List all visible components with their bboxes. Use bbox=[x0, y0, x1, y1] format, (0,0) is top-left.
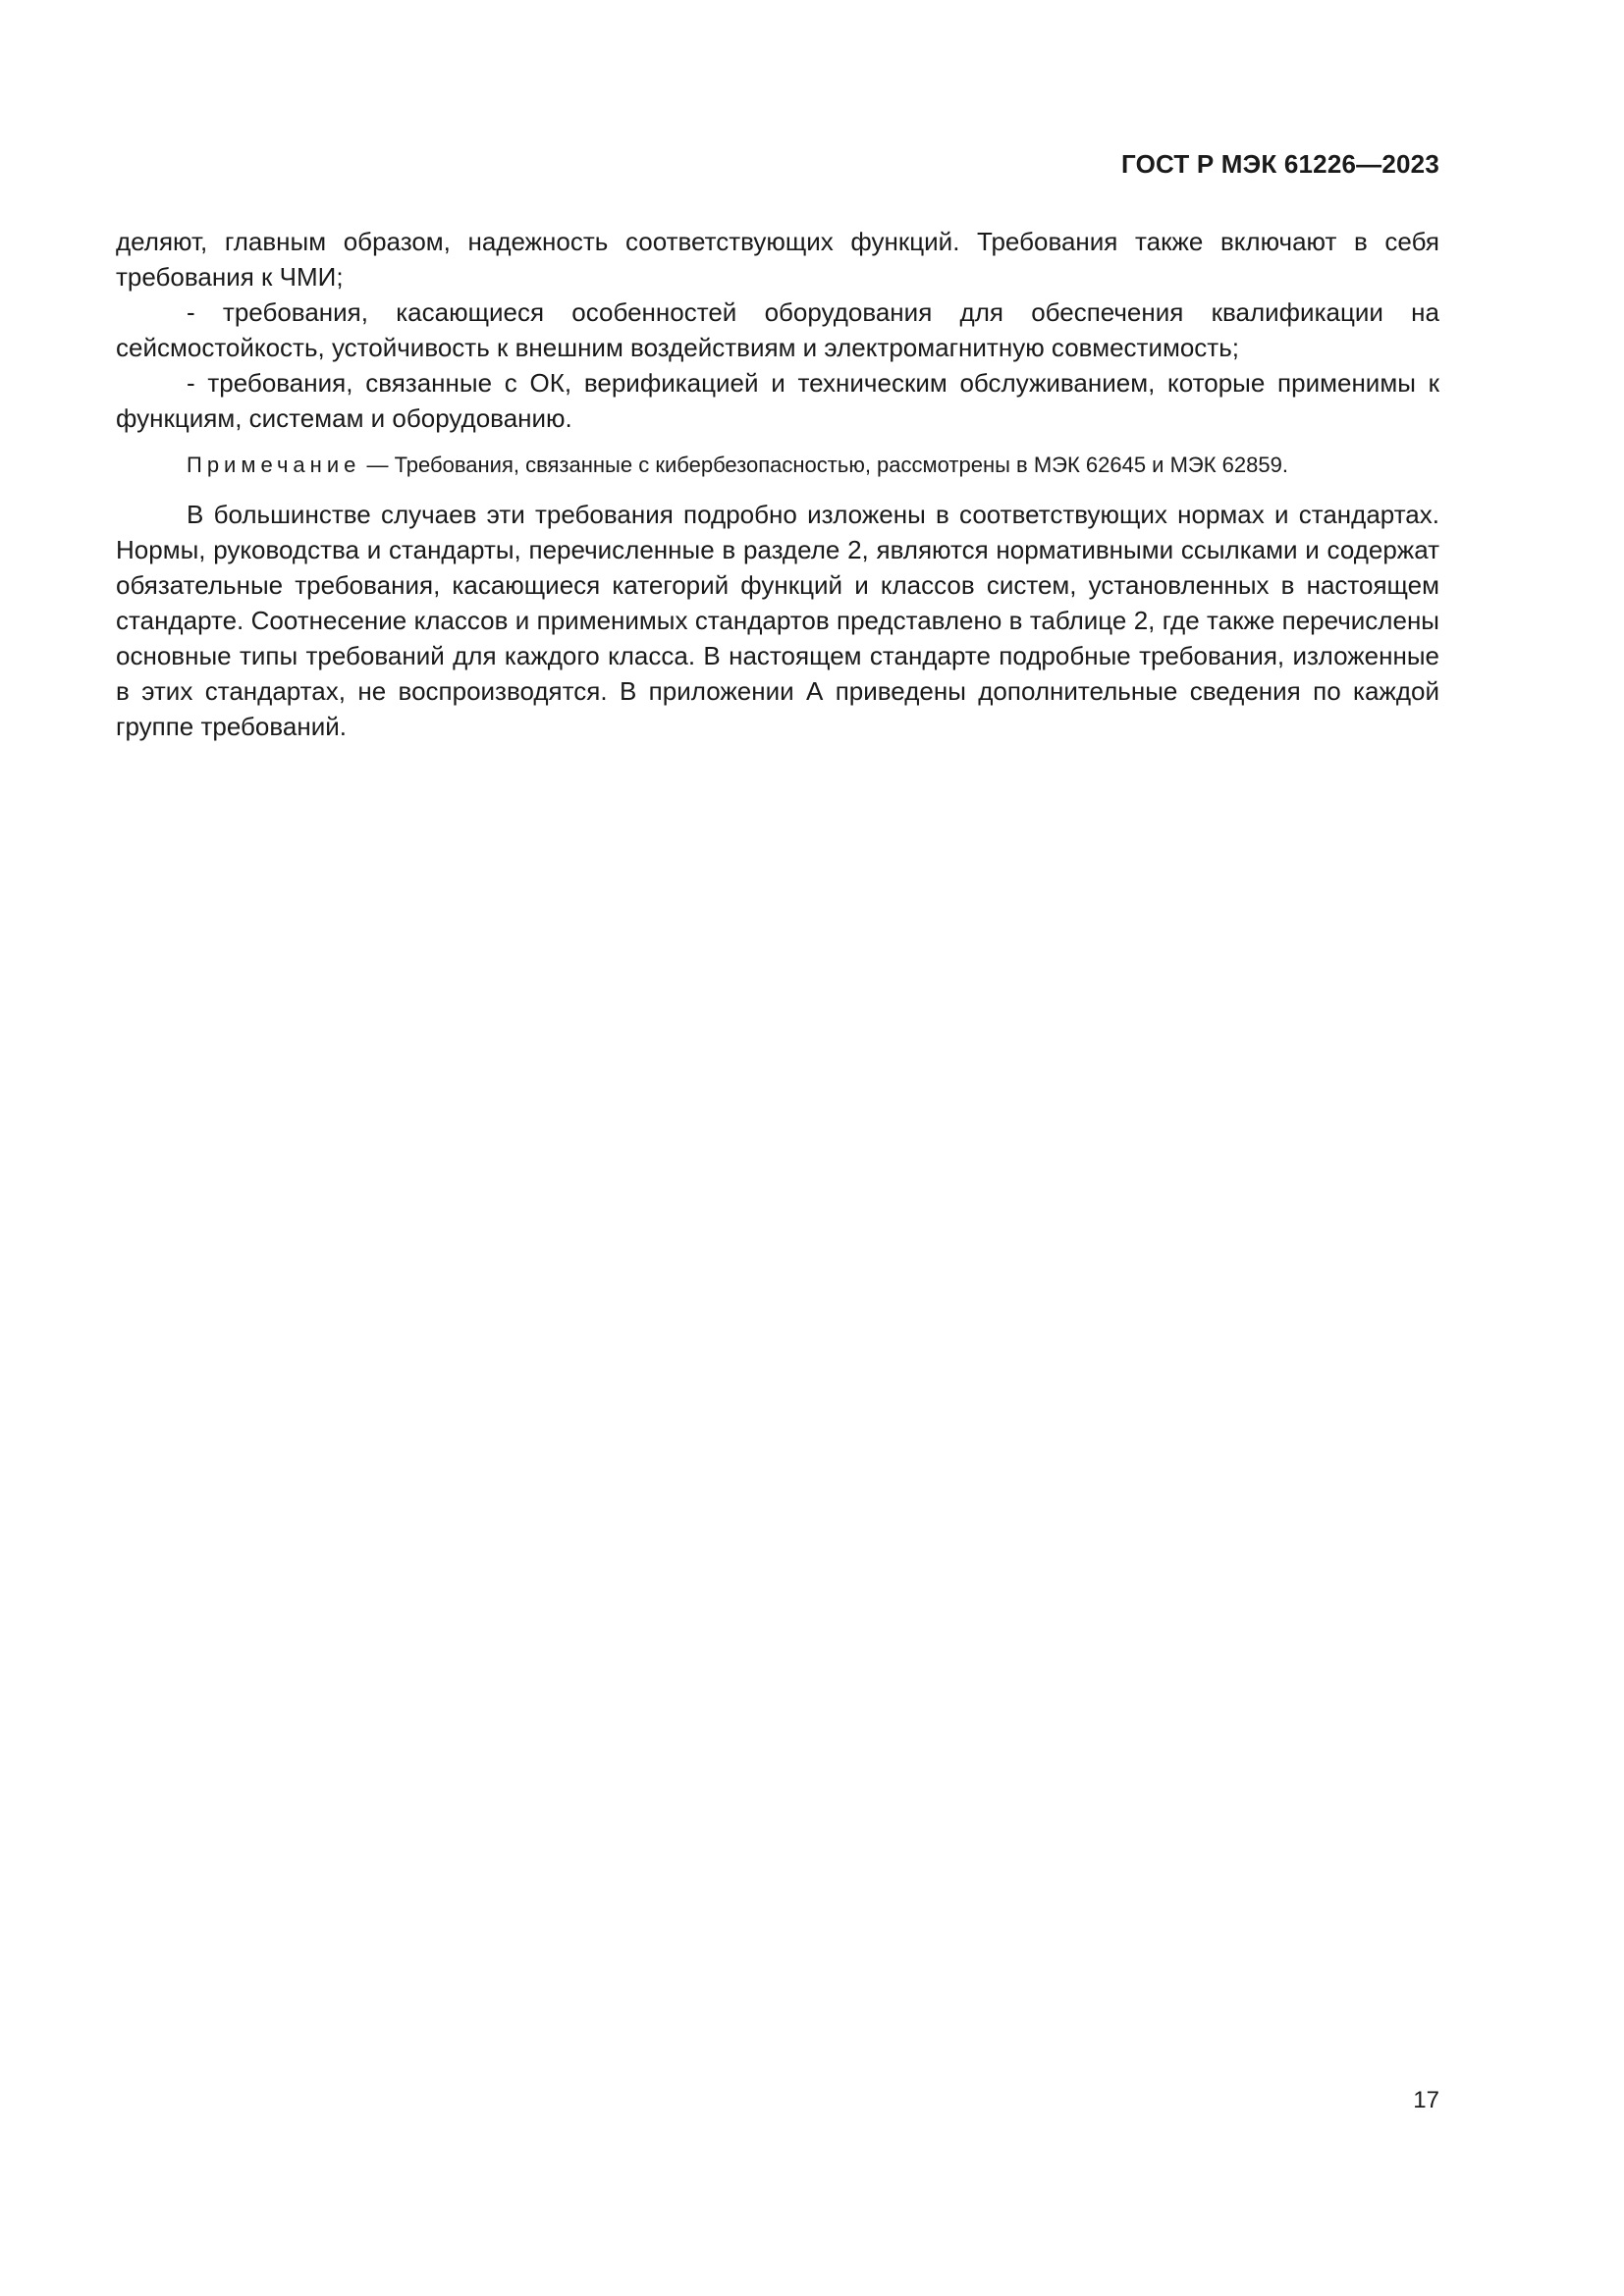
list-item-qa-verification: - требования, связанные с ОК, верификацией и техническим обслуживанием, которые применимы к функциям, системам и оборудованию. bbox=[116, 368, 1439, 433]
note-label: Примечание bbox=[187, 453, 361, 477]
note bbox=[116, 450, 1439, 481]
note-text: — Требования, связанные с кибербезопасностью, рассмотрены в МЭК 62645 и МЭК 62859. bbox=[360, 453, 1288, 477]
list-item-seismic: - требования, касающиеся особенностей оборудования для обеспечения квалификации на сейсмостойкость, устойчивость к внешним воздействиям и электромагнитную совместимость; bbox=[116, 297, 1439, 362]
document-body bbox=[116, 224, 1439, 744]
paragraph-main: В большинстве случаев эти требования подробно изложены в соответствующих нормах и стандартах. Нормы, руководства и стандарты, перечисленные в разделе 2, являются нормативными ссылками и содержат обязательные требования, касающиеся категорий функций и классов систем, установленных в настоящем стандарте. Соотнесение классов и применимых стандартов представлено в таблице 2, где также перечислены основные типы требований для каждого класса. В настоящем стандарте подробные требования, изложенные в этих стандартах, не воспроизводятся. В приложении А приведены дополнительные сведения по каждой группе требований. bbox=[116, 500, 1439, 741]
paragraph-continued: деляют, главным образом, надежность соответствующих функций. Требования также включают в себя требования к ЧМИ; bbox=[116, 227, 1439, 292]
page-number: 17 bbox=[1413, 2087, 1439, 2113]
document-header-standard-id: ГОСТ Р МЭК 61226—2023 bbox=[1120, 149, 1439, 179]
